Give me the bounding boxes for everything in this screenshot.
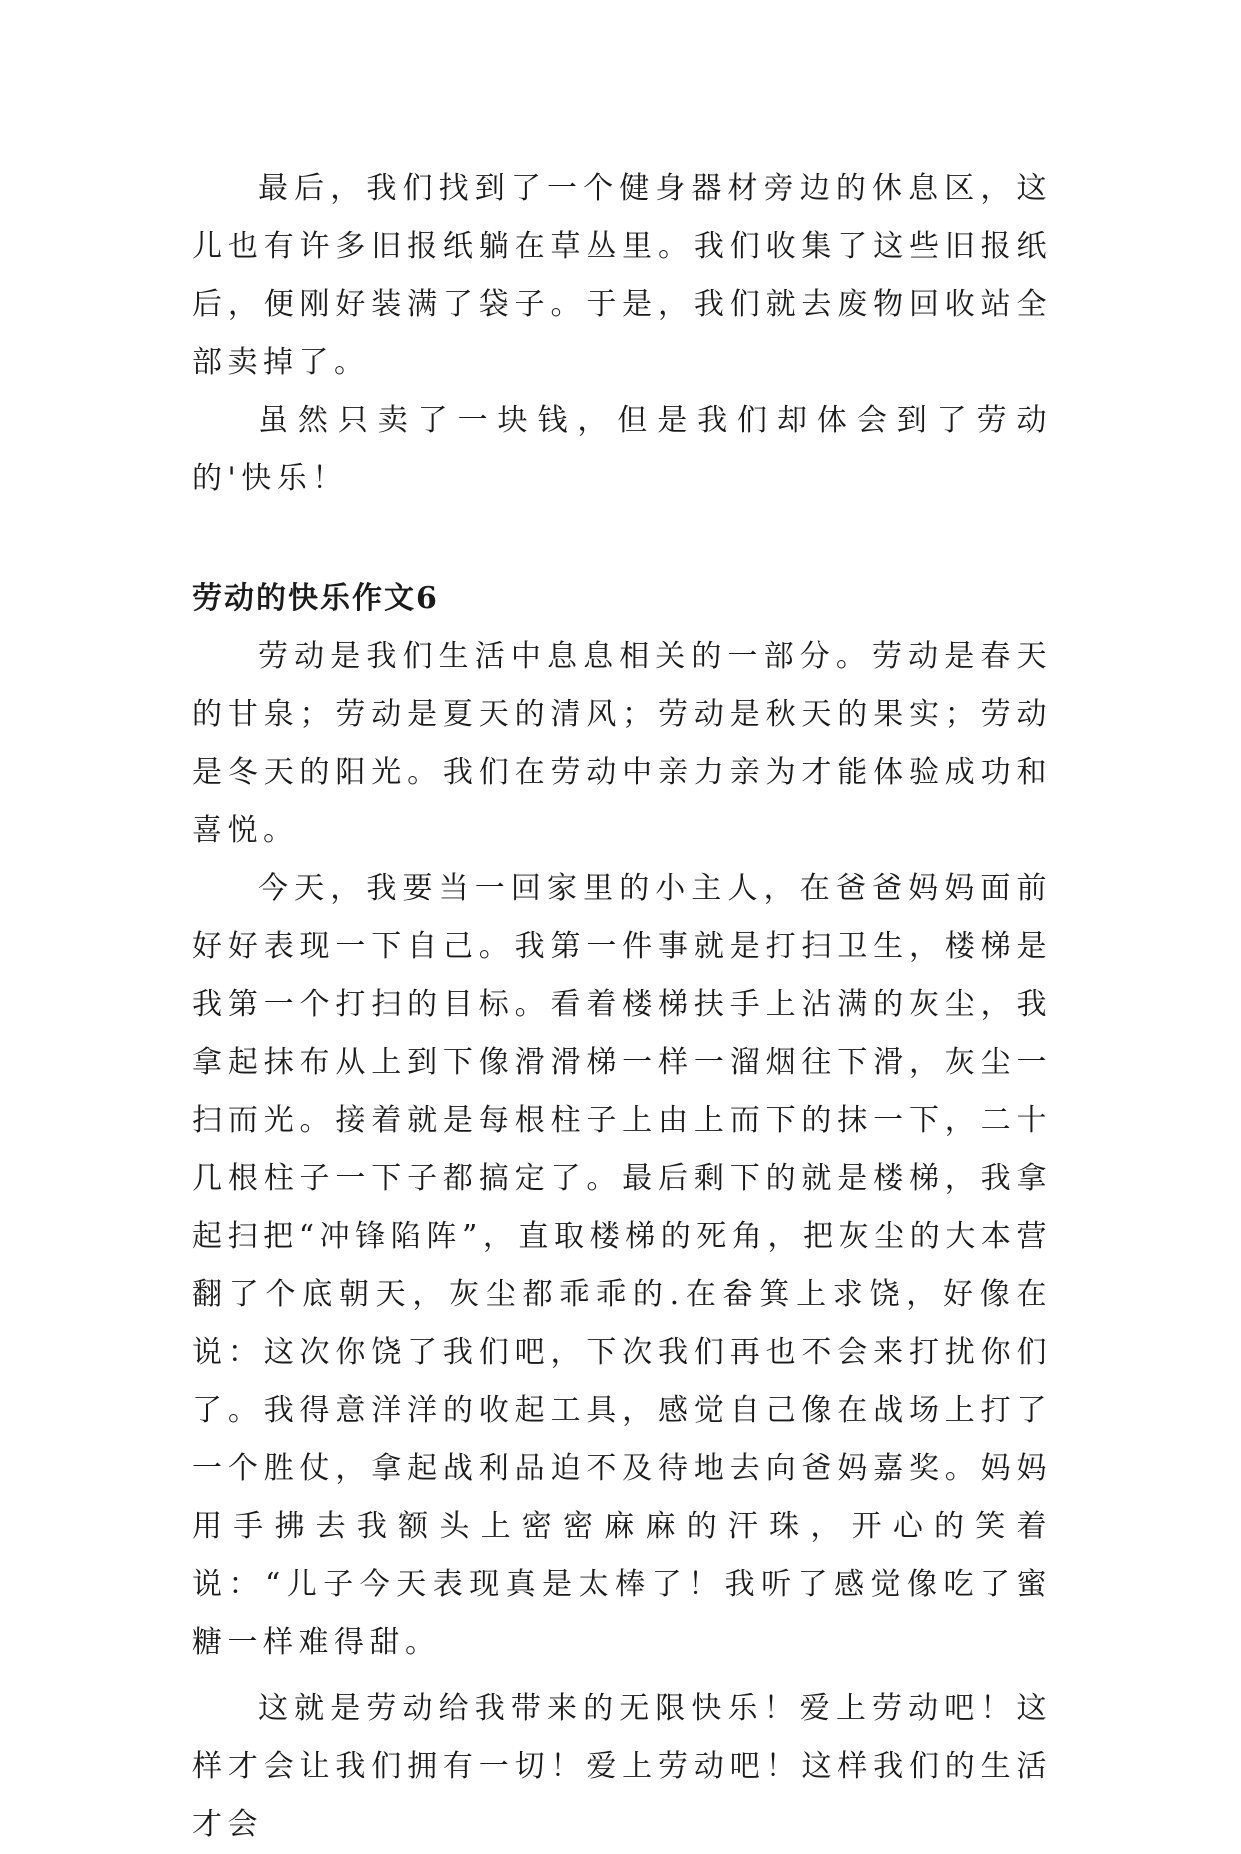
- document-page: [192, 160, 1052, 1854]
- essay-title: 劳动的快乐作文6: [192, 581, 439, 616]
- paragraph-conclusion: 这就是劳动给我带来的无限快乐！爱上劳动吧！这样才会让我们拥有一切！爱上劳动吧！这样我们的生活才会: [192, 1691, 1052, 1842]
- paragraph-labor-intro: 劳动是我们生活中息息相关的一部分。劳动是春天的甘泉；劳动是夏天的清风；劳动是秋天的果实；劳动是冬天的阳光。我们在劳动中亲力亲为才能体验成功和喜悦。: [192, 639, 1052, 848]
- paragraph-rest-area: 最后，我们找到了一个健身器材旁边的休息区，这儿也有许多旧报纸躺在草丛里。我们收集了这些旧报纸后，便刚好装满了袋子。于是，我们就去废物回收站全部卖掉了。: [192, 171, 1052, 380]
- paragraph-one-yuan: 虽然只卖了一块钱，但是我们却体会到了劳动的'快乐！: [192, 403, 1052, 496]
- paragraph-cleaning-story: 今天，我要当一回家里的小主人，在爸爸妈妈面前好好表现一下自己。我第一件事就是打扫卫生，楼梯是我第一个打扫的目标。看着楼梯扶手上沾满的灰尘，我拿起抹布从上到下像滑滑梯一样一溜烟往下滑，灰尘一扫而光。接着就是每根柱子上由上而下的抹一下，二十几根柱子一下子都搞定了。最后剩下的就是楼梯，我拿起扫把“冲锋陷阵”，直取楼梯的死角，把灰尘的大本营翻了个底朝天，灰尘都乖乖的.在畚箕上求饶，好像在说：这次你饶了我们吧，下次我们再也不会来打扰你们了。我得意洋洋的收起工具，感觉自己像在战场上打了一个胜仗，拿起战利品迫不及待地去向爸妈嘉奖。妈妈用手拂去我额头上密密麻麻的汗珠，开心的笑着说：“儿子今天表现真是太棒了！我听了感觉像吃了蜜糖一样难得甜。: [192, 871, 1052, 1660]
